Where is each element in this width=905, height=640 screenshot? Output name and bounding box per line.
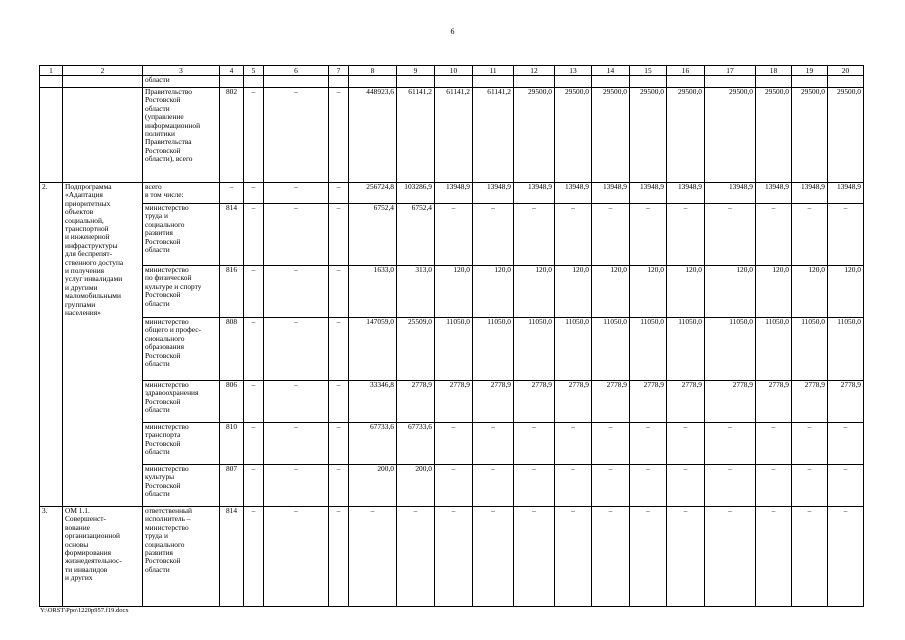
executor-cell: области	[143, 76, 220, 88]
col6-cell: –	[264, 88, 329, 183]
value-cell: 11050,0	[592, 318, 630, 381]
value-cell: 120,0	[630, 266, 667, 318]
value-cell: 29500,0	[828, 88, 864, 183]
value-cell: 2778,9	[792, 381, 828, 423]
value-cell: –	[514, 465, 555, 507]
column-number-17: 17	[705, 66, 756, 76]
value-cell: –	[828, 465, 864, 507]
value-cell: 2778,9	[705, 381, 756, 423]
col7-cell: –	[329, 204, 349, 266]
value-cell: 29500,0	[705, 88, 756, 183]
col6-cell: –	[264, 465, 329, 507]
program-name-cell: Подпрограмма «Адаптация приоритетных объектов социальной, транспортной и инженерной инфраструктуры для беспрепят- ственного доступа и получения услуг инвалидами и другими маломобильными группами населения»	[63, 183, 143, 507]
value-cell: –	[667, 423, 705, 465]
value-cell: –	[667, 507, 705, 607]
column-number-19: 19	[792, 66, 828, 76]
value-cell: 11050,0	[630, 318, 667, 381]
value-cell: –	[435, 507, 473, 607]
col7-cell: –	[329, 266, 349, 318]
value-cell: –	[630, 423, 667, 465]
code-cell	[220, 76, 244, 88]
value-cell: –	[630, 507, 667, 607]
col5-cell: –	[244, 507, 264, 607]
value-cell	[792, 76, 828, 88]
value-cell: 2778,9	[555, 381, 592, 423]
value-cell: 120,0	[667, 266, 705, 318]
column-number-18: 18	[756, 66, 792, 76]
col5-cell: –	[244, 266, 264, 318]
col6-cell: –	[264, 381, 329, 423]
value-cell: –	[592, 204, 630, 266]
value-cell: 200,0	[397, 465, 435, 507]
col6-cell: –	[264, 423, 329, 465]
code-cell: 807	[220, 465, 244, 507]
value-cell: –	[792, 204, 828, 266]
code-cell: –	[220, 183, 244, 204]
value-cell: –	[592, 507, 630, 607]
value-cell: 313,0	[397, 266, 435, 318]
value-cell	[705, 76, 756, 88]
value-cell: –	[473, 204, 514, 266]
value-cell: 120,0	[555, 266, 592, 318]
code-cell: 810	[220, 423, 244, 465]
table-row	[40, 318, 864, 381]
table-row	[40, 183, 864, 204]
column-number-2: 2	[63, 66, 143, 76]
row-number-cell: 3.	[40, 507, 63, 607]
value-cell: 103286,9	[397, 183, 435, 204]
col7-cell: –	[329, 423, 349, 465]
value-cell: –	[514, 423, 555, 465]
value-cell: 2778,9	[514, 381, 555, 423]
value-cell: –	[705, 204, 756, 266]
col6-cell: –	[264, 183, 329, 204]
value-cell: –	[792, 423, 828, 465]
value-cell: –	[555, 423, 592, 465]
value-cell: 11050,0	[828, 318, 864, 381]
value-cell: 2778,9	[630, 381, 667, 423]
value-cell	[473, 76, 514, 88]
executor-cell: всего в том числе:	[143, 183, 220, 204]
value-cell: –	[756, 204, 792, 266]
value-cell: 11050,0	[435, 318, 473, 381]
col7-cell	[329, 76, 349, 88]
value-cell: 67733,6	[397, 423, 435, 465]
value-cell: 2778,9	[756, 381, 792, 423]
table-row	[40, 423, 864, 465]
row-number-cell	[40, 76, 63, 88]
value-cell: 29500,0	[792, 88, 828, 183]
value-cell: –	[349, 507, 397, 607]
value-cell: 2778,9	[592, 381, 630, 423]
value-cell: 2778,9	[397, 381, 435, 423]
col5-cell	[244, 76, 264, 88]
column-number-11: 11	[473, 66, 514, 76]
col7-cell: –	[329, 507, 349, 607]
value-cell: 29500,0	[514, 88, 555, 183]
column-number-1: 1	[40, 66, 63, 76]
value-cell	[756, 76, 792, 88]
table-row	[40, 381, 864, 423]
value-cell: 13948,9	[592, 183, 630, 204]
row-number-cell	[40, 88, 63, 183]
col5-cell: –	[244, 423, 264, 465]
page-number: 6	[450, 27, 455, 36]
col7-cell: –	[329, 381, 349, 423]
value-cell: 1633,0	[349, 266, 397, 318]
value-cell: –	[514, 507, 555, 607]
value-cell: 13948,9	[473, 183, 514, 204]
value-cell: –	[756, 507, 792, 607]
value-cell: –	[667, 204, 705, 266]
value-cell: 67733,6	[349, 423, 397, 465]
value-cell	[667, 76, 705, 88]
column-number-13: 13	[555, 66, 592, 76]
col5-cell: –	[244, 88, 264, 183]
column-number-14: 14	[592, 66, 630, 76]
value-cell: 29500,0	[667, 88, 705, 183]
value-cell: 29500,0	[630, 88, 667, 183]
column-number-10: 10	[435, 66, 473, 76]
row-number-cell: 2.	[40, 183, 63, 507]
value-cell: 6752,4	[397, 204, 435, 266]
value-cell: –	[397, 507, 435, 607]
program-name-cell: ОМ 1.1. Совершенст- вование организационной основы формирования жизнедеятельнос- ти инвалидов и других	[63, 507, 143, 607]
executor-cell: Правительство Ростовской области (управление информационной политики Правительства Ростовской области), всего	[143, 88, 220, 183]
executor-cell: министерство культуры Ростовской области	[143, 465, 220, 507]
value-cell: –	[514, 204, 555, 266]
column-number-5: 5	[244, 66, 264, 76]
executor-cell: министерство труда и социального развития Ростовской области	[143, 204, 220, 266]
col5-cell: –	[244, 381, 264, 423]
executor-cell: министерство по физической культуре и спорту Ростовской области	[143, 266, 220, 318]
value-cell: 13948,9	[756, 183, 792, 204]
value-cell: –	[473, 507, 514, 607]
value-cell: –	[473, 423, 514, 465]
value-cell: 11050,0	[667, 318, 705, 381]
table-body	[40, 66, 864, 607]
value-cell: 2778,9	[828, 381, 864, 423]
value-cell: –	[630, 204, 667, 266]
value-cell: 256724,8	[349, 183, 397, 204]
value-cell: 13948,9	[630, 183, 667, 204]
value-cell: –	[667, 465, 705, 507]
table-row	[40, 266, 864, 318]
value-cell: 29500,0	[592, 88, 630, 183]
executor-cell: министерство здравоохранения Ростовской области	[143, 381, 220, 423]
value-cell: 2778,9	[473, 381, 514, 423]
value-cell: –	[705, 465, 756, 507]
col5-cell: –	[244, 183, 264, 204]
col7-cell: –	[329, 183, 349, 204]
value-cell: 120,0	[828, 266, 864, 318]
code-cell: 814	[220, 507, 244, 607]
value-cell: –	[705, 423, 756, 465]
value-cell: 120,0	[705, 266, 756, 318]
value-cell: 11050,0	[705, 318, 756, 381]
file-path-footer: Y:\ORST\Ppo\1220p957.f19.docx	[40, 607, 129, 614]
value-cell: 11050,0	[756, 318, 792, 381]
program-name-cell	[63, 88, 143, 183]
value-cell: 13948,9	[792, 183, 828, 204]
col6-cell: –	[264, 318, 329, 381]
value-cell: 13948,9	[828, 183, 864, 204]
value-cell: –	[592, 423, 630, 465]
value-cell: –	[828, 204, 864, 266]
executor-cell: ответственный исполнитель – министерство труда и социального развития Ростовской области	[143, 507, 220, 607]
value-cell: –	[828, 507, 864, 607]
column-number-8: 8	[349, 66, 397, 76]
value-cell: 2778,9	[435, 381, 473, 423]
value-cell: 120,0	[592, 266, 630, 318]
table-row	[40, 88, 864, 183]
col7-cell: –	[329, 88, 349, 183]
value-cell: 61141,2	[397, 88, 435, 183]
column-number-20: 20	[828, 66, 864, 76]
value-cell: 6752,4	[349, 204, 397, 266]
col7-cell: –	[329, 465, 349, 507]
col5-cell: –	[244, 204, 264, 266]
value-cell	[828, 76, 864, 88]
value-cell: 120,0	[435, 266, 473, 318]
column-number-9: 9	[397, 66, 435, 76]
col5-cell: –	[244, 318, 264, 381]
col5-cell: –	[244, 465, 264, 507]
value-cell: 147059,0	[349, 318, 397, 381]
value-cell: –	[555, 507, 592, 607]
column-number-4: 4	[220, 66, 244, 76]
value-cell: –	[435, 423, 473, 465]
value-cell: –	[473, 465, 514, 507]
col6-cell: –	[264, 507, 329, 607]
value-cell: 2778,9	[667, 381, 705, 423]
column-number-12: 12	[514, 66, 555, 76]
value-cell: 200,0	[349, 465, 397, 507]
code-cell: 806	[220, 381, 244, 423]
value-cell: 11050,0	[473, 318, 514, 381]
value-cell: –	[756, 423, 792, 465]
column-number-15: 15	[630, 66, 667, 76]
value-cell: 11050,0	[792, 318, 828, 381]
value-cell	[435, 76, 473, 88]
col6-cell	[264, 76, 329, 88]
value-cell: 120,0	[514, 266, 555, 318]
value-cell: –	[756, 465, 792, 507]
value-cell	[514, 76, 555, 88]
executor-cell: министерство общего и профес- сионального образования Ростовской области	[143, 318, 220, 381]
budget-table	[39, 65, 864, 607]
value-cell	[592, 76, 630, 88]
value-cell: 61141,2	[473, 88, 514, 183]
value-cell: –	[705, 507, 756, 607]
value-cell: –	[792, 465, 828, 507]
value-cell: 29500,0	[756, 88, 792, 183]
value-cell: 13948,9	[667, 183, 705, 204]
value-cell: 13948,9	[555, 183, 592, 204]
value-cell: –	[792, 507, 828, 607]
column-number-6: 6	[264, 66, 329, 76]
value-cell: –	[435, 465, 473, 507]
column-number-3: 3	[143, 66, 220, 76]
code-cell: 802	[220, 88, 244, 183]
value-cell: –	[555, 465, 592, 507]
table-row	[40, 76, 864, 88]
value-cell: –	[435, 204, 473, 266]
value-cell: –	[555, 204, 592, 266]
program-name-cell	[63, 76, 143, 88]
code-cell: 816	[220, 266, 244, 318]
value-cell: 13948,9	[514, 183, 555, 204]
value-cell: –	[828, 423, 864, 465]
value-cell: 13948,9	[435, 183, 473, 204]
col6-cell: –	[264, 266, 329, 318]
column-number-row	[40, 66, 864, 76]
value-cell: 13948,9	[705, 183, 756, 204]
value-cell: 11050,0	[514, 318, 555, 381]
table-row	[40, 507, 864, 607]
value-cell: 33346,8	[349, 381, 397, 423]
value-cell	[397, 76, 435, 88]
value-cell: 61141,2	[435, 88, 473, 183]
code-cell: 808	[220, 318, 244, 381]
value-cell: –	[630, 465, 667, 507]
value-cell: 448923,6	[349, 88, 397, 183]
code-cell: 814	[220, 204, 244, 266]
value-cell: –	[592, 465, 630, 507]
col6-cell: –	[264, 204, 329, 266]
executor-cell: министерство транспорта Ростовской области	[143, 423, 220, 465]
value-cell	[349, 76, 397, 88]
value-cell: 29500,0	[555, 88, 592, 183]
value-cell: 120,0	[756, 266, 792, 318]
value-cell	[630, 76, 667, 88]
column-number-16: 16	[667, 66, 705, 76]
value-cell	[555, 76, 592, 88]
value-cell: 11050,0	[555, 318, 592, 381]
col7-cell: –	[329, 318, 349, 381]
column-number-7: 7	[329, 66, 349, 76]
table-row	[40, 465, 864, 507]
value-cell: 120,0	[792, 266, 828, 318]
value-cell: 120,0	[473, 266, 514, 318]
value-cell: 25509,0	[397, 318, 435, 381]
table-row	[40, 204, 864, 266]
